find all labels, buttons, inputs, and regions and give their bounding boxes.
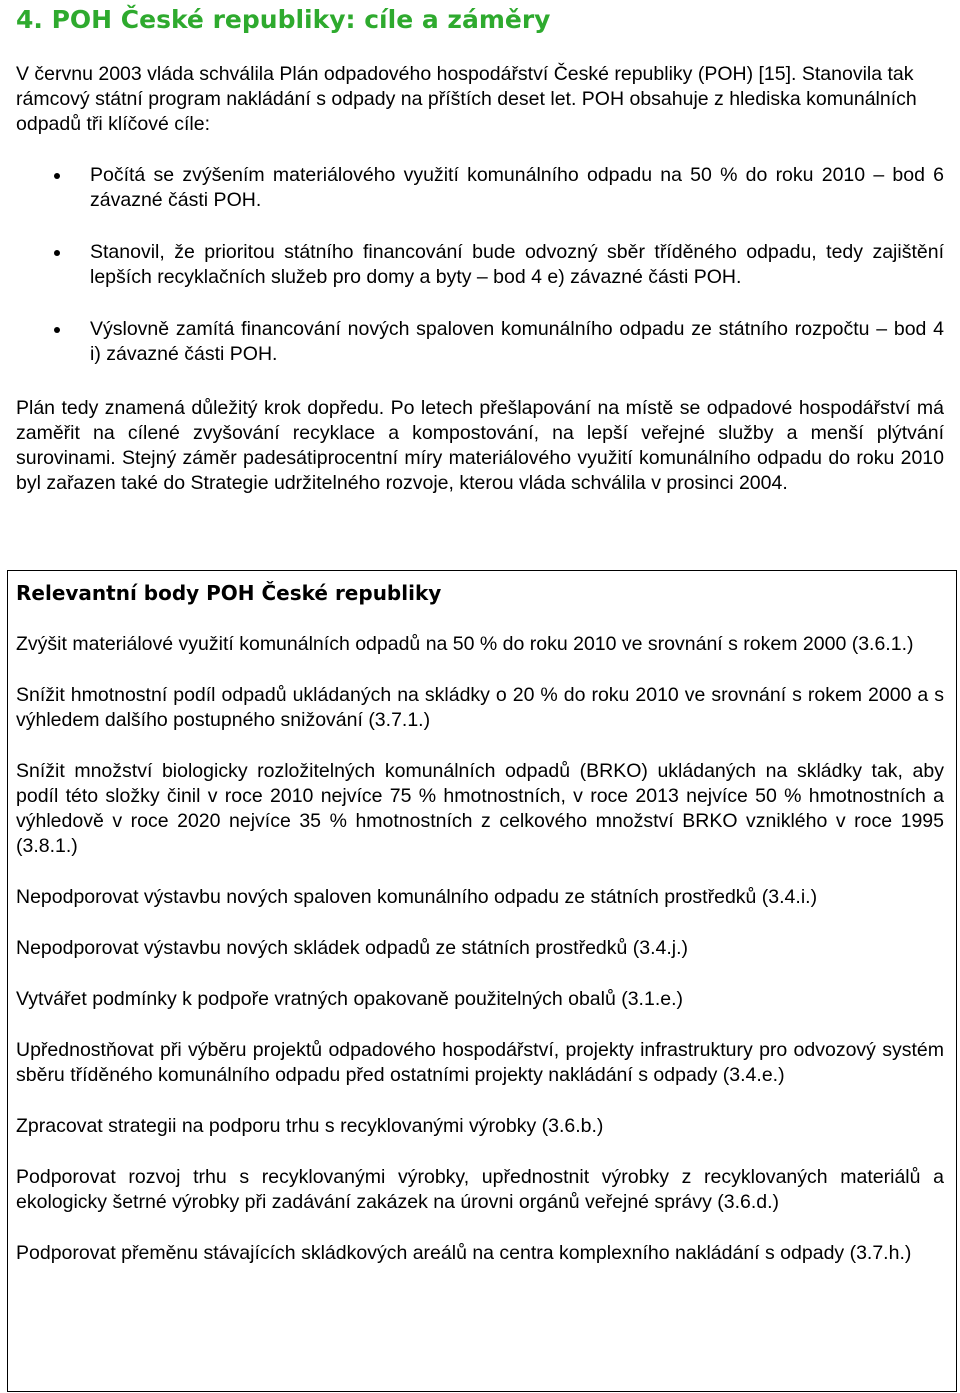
list-item: Snížit hmotnostní podíl odpadů ukládaných na skládky o 20 % do roku 2010 ve srovnání s rokem 2000 a s výhledem dalšího postupného snižování (3.7.1.) (16, 684, 944, 731)
goal-text: Počítá se zvýšením materiálového využití komunálního odpadu na 50 % do roku 2010 – bod 6 závazné části POH. (90, 164, 944, 211)
list-item: Nepodporovat výstavbu nových spaloven komunálního odpadu ze státních prostředků (3.4.i.) (16, 886, 818, 908)
intro-paragraph: V červnu 2003 vláda schválila Plán odpadového hospodářství České republiky (POH) [15]. Stanovila tak rámcový státní program nakládání s odpady na příštích deset let. POH obsahuje z hlediska komunálních odpadů tři klíčové cíle: (16, 63, 917, 135)
list-item: Snížit množství biologicky rozložitelných komunálních odpadů (BRKO) ukládaných na skládky tak, aby podíl této složky činil v roce 2010 nejvíce 75 % hmotnostních, v roce 2013 nejvíce 50 % hmotnostních a výhledově v roce 2020 nejvíce 35 % hmotnostních z celkového množství BRKO vzniklého v roce 1995 (3.8.1.) (16, 760, 944, 857)
list-item: Podporovat rozvoj trhu s recyklovanými výrobky, upřednostnit výrobky z recyklovaných materiálů a ekologicky šetrné výrobky při zadávání zakázek na úrovni orgánů veřejné správy (3.6.d.) (16, 1166, 944, 1213)
list-item: Podporovat přeměnu stávajících skládkových areálů na centra komplexního nakládání s odpady (3.7.h.) (16, 1242, 912, 1264)
summary-paragraph: Plán tedy znamená důležitý krok dopředu. Po letech přešlapování na místě se odpadové hospodářství má zaměřit na cílené zvyšování recyklace a kompostování, na lepší veřejné služby a menší plýtvání surovinami. Stejný záměr padesátiprocentní míry materiálového využití komunálního odpadu do roku 2010 byl zařazen také do Strategie udržitelného rozvoje, kterou vláda schválila v prosinci 2004. (16, 397, 944, 494)
bullet-icon (54, 327, 60, 333)
list-item: Upřednostňovat při výběru projektů odpadového hospodářství, projekty infrastruktury pro odvozový systém sběru tříděného komunálního odpadu před ostatními projekty nakládání s odpady (3.4.e.) (16, 1039, 944, 1086)
list-item (16, 240, 944, 290)
box-title: Relevantní body POH České republiky (16, 581, 442, 605)
list-item: Zpracovat strategii na podporu trhu s recyklovanými výrobky (3.6.b.) (16, 1115, 604, 1137)
list-item: Nepodporovat výstavbu nových skládek odpadů ze státních prostředků (3.4.j.) (16, 937, 689, 959)
relevant-points-list (16, 632, 944, 1266)
section-heading: 4. POH České republiky: cíle a záměry (16, 5, 551, 34)
list-item (16, 317, 944, 367)
list-item: Zvýšit materiálové využití komunálních odpadů na 50 % do roku 2010 ve srovnání s rokem 2000 (3.6.1.) (16, 633, 914, 655)
list-item: Vytvářet podmínky k podpoře vratných opakovaně použitelných obalů (3.1.e.) (16, 988, 683, 1010)
bullet-icon (54, 250, 60, 256)
goal-text: Výslovně zamítá financování nových spaloven komunálního odpadu ze státního rozpočtu – bod 4 i) závazné části POH. (90, 318, 944, 365)
goal-text: Stanovil, že prioritou státního financování bude odvozný sběr tříděného odpadu, tedy zajištění lepších recyklačních služeb pro domy a byty – bod 4 e) závazné části POH. (90, 241, 944, 288)
key-goals-list (16, 163, 944, 367)
list-item (16, 163, 944, 213)
bullet-icon (54, 173, 60, 179)
